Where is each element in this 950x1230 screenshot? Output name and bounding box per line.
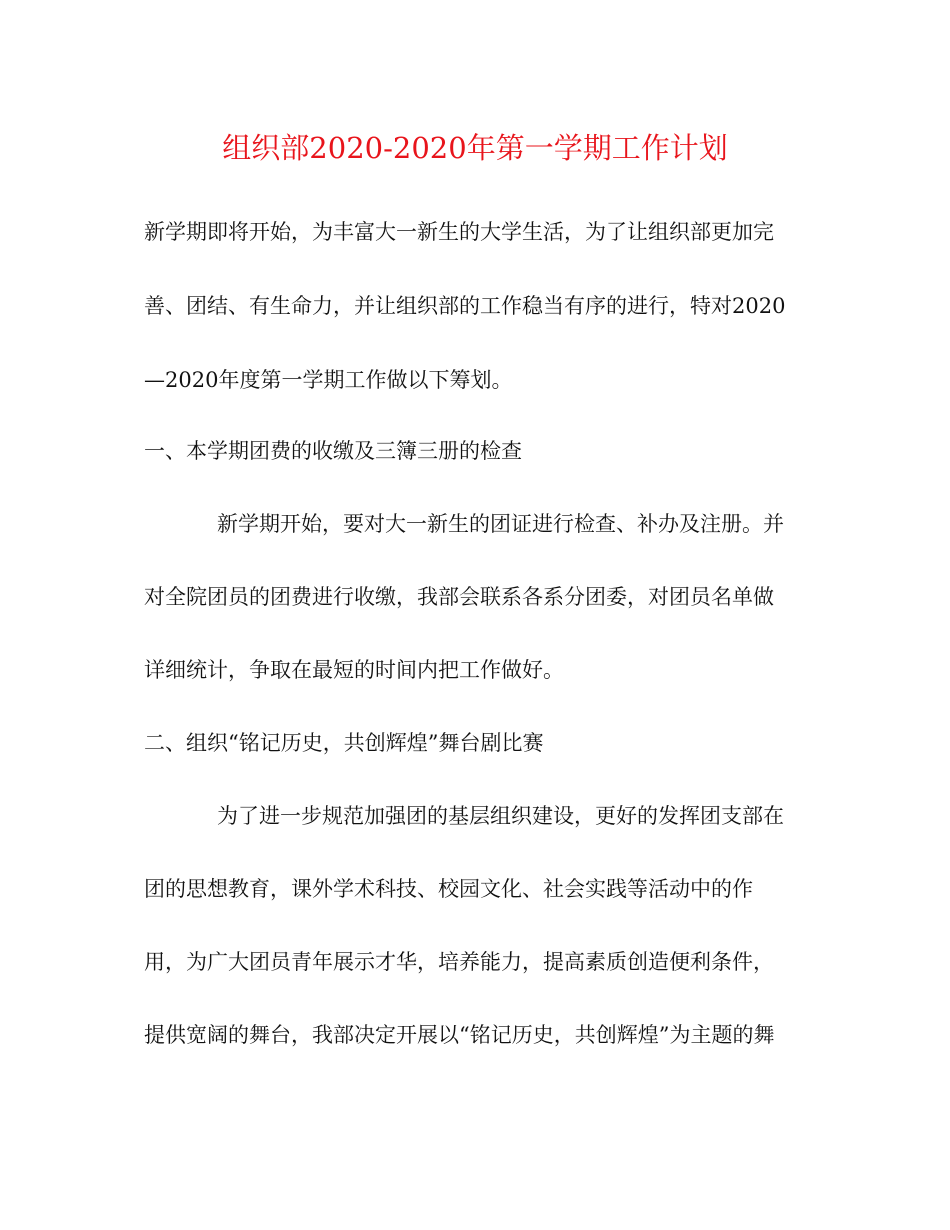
document-title: 组织部2020-2020年第一学期工作计划	[222, 131, 728, 165]
paragraph-line-intro-3: —2020年度第一学期工作做以下筹划。	[144, 368, 513, 392]
section-heading-1: 一、本学期团费的收缴及三簿三册的检查	[144, 439, 522, 463]
paragraph-line-s1-2: 对全院团员的团费进行收缴，我部会联系各系分团委，对团员名单做	[144, 585, 774, 609]
paragraph-line-s2-2: 团的思想教育，课外学术科技、校园文化、社会实践等活动中的作	[144, 877, 753, 901]
paragraph-line-s2-4: 提供宽阔的舞台，我部决定开展以“铭记历史，共创辉煌”为主题的舞	[144, 1023, 775, 1047]
section-heading-2: 二、组织“铭记历史，共创辉煌”舞台剧比赛	[144, 731, 544, 755]
paragraph-line-s1-3: 详细统计，争取在最短的时间内把工作做好。	[144, 658, 564, 682]
paragraph-line-s2-3: 用，为广大团员青年展示才华，培养能力，提高素质创造便利条件，	[144, 950, 774, 974]
paragraph-line-s1-1: 新学期开始，要对大一新生的团证进行检查、补办及注册。并	[217, 512, 784, 536]
paragraph-line-intro-1: 新学期即将开始，为丰富大一新生的大学生活，为了让组织部更加完	[144, 220, 774, 244]
paragraph-line-intro-2: 善、团结、有生命力，并让组织部的工作稳当有序的进行，特对2020	[144, 294, 786, 318]
paragraph-line-s2-1: 为了进一步规范加强团的基层组织建设，更好的发挥团支部在	[217, 804, 784, 828]
